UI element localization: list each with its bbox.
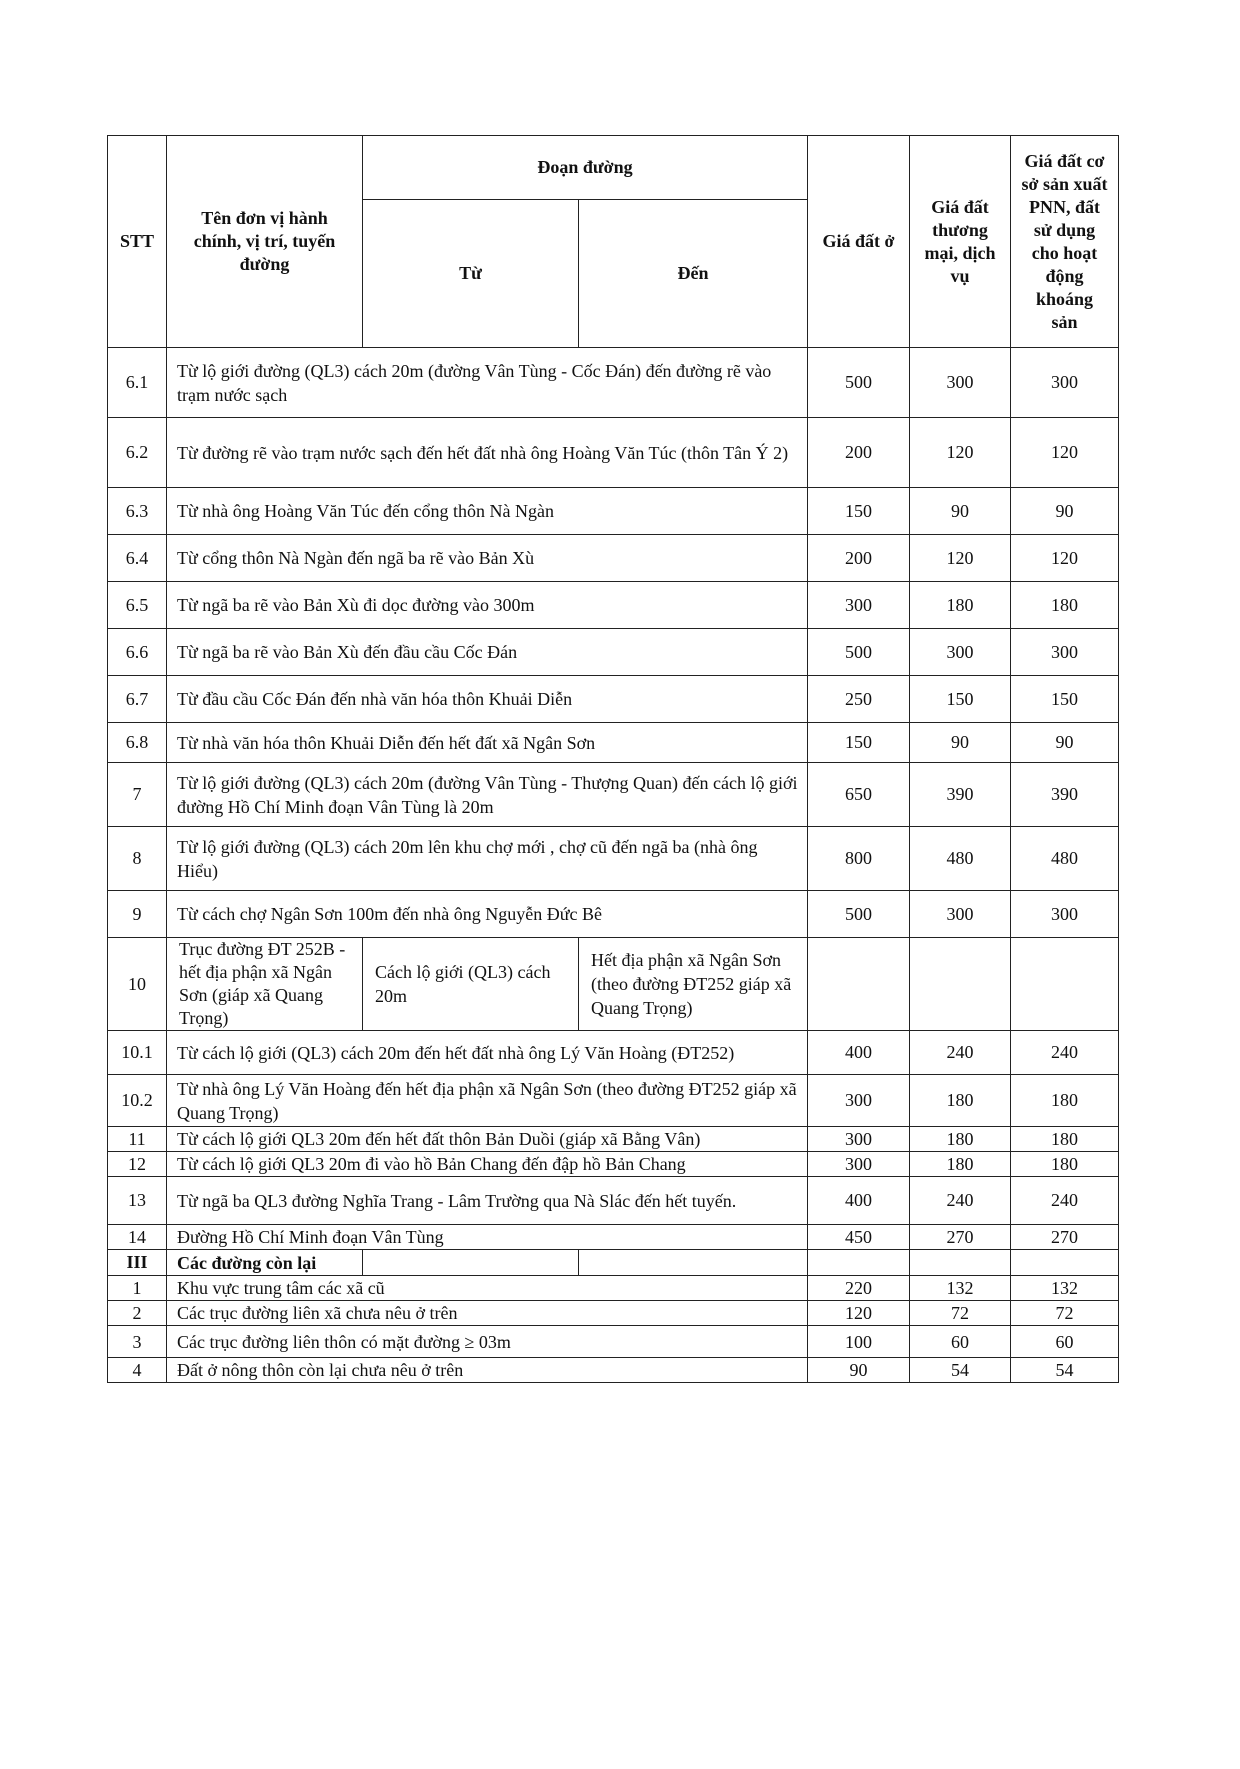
land-price-document (107, 135, 1118, 1383)
row-description: Từ cách lộ giới QL3 20m đến hết đất thôn Bản Duồi (giáp xã Bằng Vân) (167, 1127, 808, 1152)
row-description: Từ đường rẽ vào trạm nước sạch đến hết đất nhà ông Hoàng Văn Túc (thôn Tân Ý 2) (167, 418, 808, 488)
row-price-production: 90 (1011, 723, 1119, 763)
table-row (108, 827, 1119, 891)
row-price-commercial: 72 (910, 1301, 1011, 1326)
header-name: Tên đơn vị hành chính, vị trí, tuyến đường (167, 136, 363, 348)
row-price-residential: 90 (808, 1358, 910, 1383)
row-price-residential: 220 (808, 1276, 910, 1301)
row-price-commercial: 270 (910, 1225, 1011, 1250)
row-price-residential: 300 (808, 1152, 910, 1177)
table-body-continued (108, 1031, 1119, 1250)
row-price-residential: 800 (808, 827, 910, 891)
row-price-residential (808, 938, 910, 1031)
table-row-10 (108, 938, 1119, 1031)
table-row (108, 1177, 1119, 1225)
row-price-commercial: 120 (910, 535, 1011, 582)
table-row (108, 535, 1119, 582)
row-stt: 6.1 (108, 348, 167, 418)
row-description: Từ cách lộ giới QL3 20m đi vào hồ Bản Chang đến đập hồ Bản Chang (167, 1152, 808, 1177)
section-com-empty (910, 1250, 1011, 1276)
table-body-main (108, 348, 1119, 938)
row-price-residential: 300 (808, 1127, 910, 1152)
row-description: Từ nhà văn hóa thôn Khuải Diễn đến hết đất xã Ngân Sơn (167, 723, 808, 763)
row-price-production: 300 (1011, 348, 1119, 418)
row-price-commercial: 240 (910, 1177, 1011, 1225)
row-price-residential: 400 (808, 1031, 910, 1075)
row-price-residential: 500 (808, 629, 910, 676)
row-price-production: 120 (1011, 535, 1119, 582)
table-row (108, 629, 1119, 676)
row-price-production: 150 (1011, 676, 1119, 723)
table-row (108, 763, 1119, 827)
row-stt: 14 (108, 1225, 167, 1250)
row-stt: 4 (108, 1358, 167, 1383)
row-stt: 11 (108, 1127, 167, 1152)
header-to: Đến (579, 200, 808, 348)
section-res-empty (808, 1250, 910, 1276)
table-row (108, 348, 1119, 418)
row-price-production: 180 (1011, 582, 1119, 629)
row-price-production: 120 (1011, 418, 1119, 488)
row-price-residential: 650 (808, 763, 910, 827)
row-description: Từ cách lộ giới (QL3) cách 20m đến hết đất nhà ông Lý Văn Hoàng (ĐT252) (167, 1031, 808, 1075)
row-stt: 8 (108, 827, 167, 891)
row-description: Từ lộ giới đường (QL3) cách 20m (đường Vân Tùng - Cốc Đán) đến đường rẽ vào trạm nước sạch (167, 348, 808, 418)
row-price-residential: 500 (808, 348, 910, 418)
row-price-residential: 450 (808, 1225, 910, 1250)
table-row (108, 1152, 1119, 1177)
row-price-production: 72 (1011, 1301, 1119, 1326)
row-description: Các trục đường liên xã chưa nêu ở trên (167, 1301, 808, 1326)
row-description: Từ lộ giới đường (QL3) cách 20m lên khu chợ mới , chợ cũ đến ngã ba (nhà ông Hiểu) (167, 827, 808, 891)
row-stt: 6.6 (108, 629, 167, 676)
row-price-commercial (910, 938, 1011, 1031)
table-row (108, 1301, 1119, 1326)
header-price-production: Giá đất cơ sở sản xuất PNN, đất sử dụng cho hoạt động khoáng sản (1011, 136, 1119, 348)
row-price-residential: 400 (808, 1177, 910, 1225)
row-price-commercial: 300 (910, 891, 1011, 938)
row-price-commercial: 180 (910, 1127, 1011, 1152)
table-row (108, 676, 1119, 723)
row-price-production: 54 (1011, 1358, 1119, 1383)
row-stt: 9 (108, 891, 167, 938)
row-price-production: 240 (1011, 1177, 1119, 1225)
row-description: Đường Hồ Chí Minh đoạn Vân Tùng (167, 1225, 808, 1250)
table-header (108, 136, 1119, 348)
row-price-residential: 250 (808, 676, 910, 723)
section-row-III (108, 1250, 1119, 1276)
section-title: Các đường còn lại (167, 1250, 363, 1276)
section-from-empty (363, 1250, 579, 1276)
row-stt: 1 (108, 1276, 167, 1301)
table-row (108, 1276, 1119, 1301)
row-price-commercial: 90 (910, 723, 1011, 763)
section-to-empty (579, 1250, 808, 1276)
row-description: Từ nhà ông Hoàng Văn Túc đến cổng thôn Nà Ngàn (167, 488, 808, 535)
row-price-residential: 150 (808, 723, 910, 763)
row-stt: 10.1 (108, 1031, 167, 1075)
row-description: Các trục đường liên thôn có mặt đường ≥ 03m (167, 1326, 808, 1358)
table-body-row10 (108, 938, 1119, 1031)
row-price-production: 180 (1011, 1075, 1119, 1127)
row-price-commercial: 480 (910, 827, 1011, 891)
row-description: Từ đầu cầu Cốc Đán đến nhà văn hóa thôn Khuải Diễn (167, 676, 808, 723)
row-description: Từ ngã ba rẽ vào Bản Xù đến đầu cầu Cốc Đán (167, 629, 808, 676)
header-from: Từ (363, 200, 579, 348)
row-price-residential: 200 (808, 535, 910, 582)
row-price-production: 240 (1011, 1031, 1119, 1075)
row-stt: 6.3 (108, 488, 167, 535)
row-price-production: 300 (1011, 891, 1119, 938)
header-price-residential: Giá đất ở (808, 136, 910, 348)
table-row (108, 1075, 1119, 1127)
row-price-commercial: 180 (910, 582, 1011, 629)
table-row (108, 1326, 1119, 1358)
row-description: Từ nhà ông Lý Văn Hoàng đến hết địa phận xã Ngân Sơn (theo đường ĐT252 giáp xã Quang Trọng) (167, 1075, 808, 1127)
row-price-commercial: 90 (910, 488, 1011, 535)
row-stt: 13 (108, 1177, 167, 1225)
row-description: Từ ngã ba QL3 đường Nghĩa Trang - Lâm Trường qua Nà Slác đến hết tuyến. (167, 1177, 808, 1225)
row-stt: 3 (108, 1326, 167, 1358)
table-row (108, 582, 1119, 629)
row-price-production: 132 (1011, 1276, 1119, 1301)
table-body-section3-rows (108, 1276, 1119, 1383)
row-price-residential: 300 (808, 1075, 910, 1127)
row-price-residential: 120 (808, 1301, 910, 1326)
row-price-production: 180 (1011, 1152, 1119, 1177)
row-price-commercial: 180 (910, 1075, 1011, 1127)
row-price-production (1011, 938, 1119, 1031)
table-row (108, 1127, 1119, 1152)
row-price-residential: 500 (808, 891, 910, 938)
row-price-commercial: 180 (910, 1152, 1011, 1177)
row-price-residential: 150 (808, 488, 910, 535)
table-row (108, 488, 1119, 535)
row-description: Từ lộ giới đường (QL3) cách 20m (đường Vân Tùng - Thượng Quan) đến cách lộ giới đường Hồ Chí Minh đoạn Vân Tùng là 20m (167, 763, 808, 827)
row-price-commercial: 120 (910, 418, 1011, 488)
section-stt: III (108, 1250, 167, 1276)
row-price-production: 180 (1011, 1127, 1119, 1152)
row-price-residential: 300 (808, 582, 910, 629)
row-road-name: Trục đường ĐT 252B - hết địa phận xã Ngân Sơn (giáp xã Quang Trọng) (167, 938, 363, 1031)
row-description: Từ cách chợ Ngân Sơn 100m đến nhà ông Nguyễn Đức Bê (167, 891, 808, 938)
row-stt: 6.7 (108, 676, 167, 723)
row-stt: 6.2 (108, 418, 167, 488)
row-price-residential: 200 (808, 418, 910, 488)
row-price-residential: 100 (808, 1326, 910, 1358)
row-price-commercial: 240 (910, 1031, 1011, 1075)
row-price-production: 480 (1011, 827, 1119, 891)
row-price-commercial: 300 (910, 629, 1011, 676)
header-segment: Đoạn đường (363, 136, 808, 200)
table-row (108, 1225, 1119, 1250)
row-price-production: 270 (1011, 1225, 1119, 1250)
row-stt: 6.8 (108, 723, 167, 763)
row-stt: 12 (108, 1152, 167, 1177)
row-stt: 6.4 (108, 535, 167, 582)
table-body-section3 (108, 1250, 1119, 1276)
header-price-commercial: Giá đất thương mại, dịch vụ (910, 136, 1011, 348)
row-description: Khu vực trung tâm các xã cũ (167, 1276, 808, 1301)
row-description: Đất ở nông thôn còn lại chưa nêu ở trên (167, 1358, 808, 1383)
row-stt: 2 (108, 1301, 167, 1326)
row-stt: 10 (108, 938, 167, 1031)
row-price-commercial: 60 (910, 1326, 1011, 1358)
table-row (108, 1031, 1119, 1075)
section-prod-empty (1011, 1250, 1119, 1276)
row-from: Cách lộ giới (QL3) cách 20m (363, 938, 579, 1031)
table-row (108, 1358, 1119, 1383)
row-price-commercial: 54 (910, 1358, 1011, 1383)
row-price-production: 390 (1011, 763, 1119, 827)
row-description: Từ cổng thôn Nà Ngàn đến ngã ba rẽ vào Bản Xù (167, 535, 808, 582)
row-price-commercial: 300 (910, 348, 1011, 418)
row-price-production: 90 (1011, 488, 1119, 535)
row-price-commercial: 150 (910, 676, 1011, 723)
row-stt: 7 (108, 763, 167, 827)
row-stt: 6.5 (108, 582, 167, 629)
land-price-table (107, 135, 1119, 1383)
row-stt: 10.2 (108, 1075, 167, 1127)
table-row (108, 891, 1119, 938)
row-price-production: 300 (1011, 629, 1119, 676)
row-price-commercial: 390 (910, 763, 1011, 827)
row-price-commercial: 132 (910, 1276, 1011, 1301)
header-stt: STT (108, 136, 167, 348)
table-row (108, 418, 1119, 488)
row-to: Hết địa phận xã Ngân Sơn (theo đường ĐT252 giáp xã Quang Trọng) (579, 938, 808, 1031)
row-description: Từ ngã ba rẽ vào Bản Xù đi dọc đường vào 300m (167, 582, 808, 629)
row-price-production: 60 (1011, 1326, 1119, 1358)
table-row (108, 723, 1119, 763)
